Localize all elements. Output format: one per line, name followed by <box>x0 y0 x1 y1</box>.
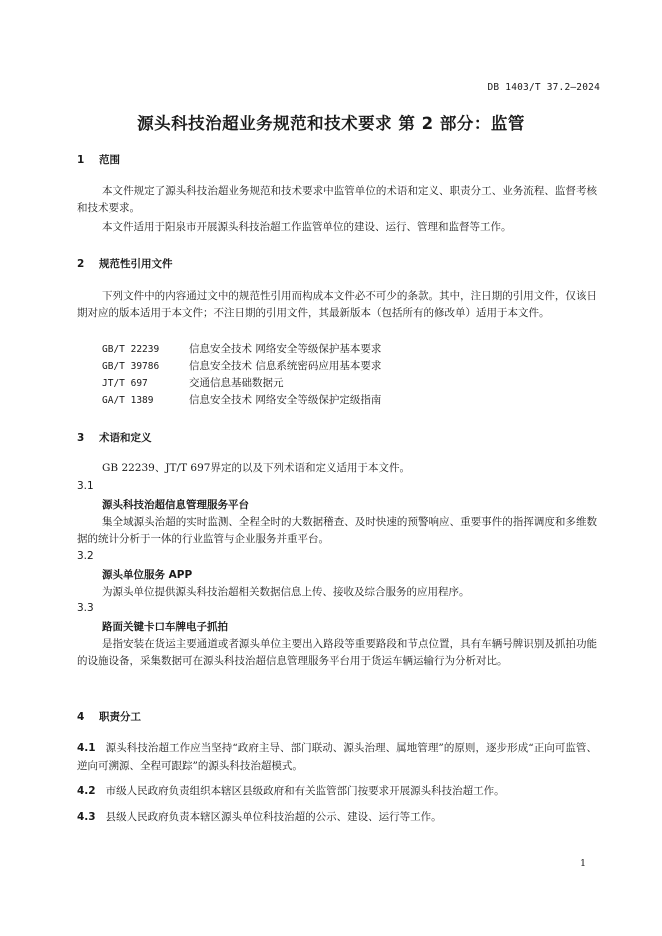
term-name: 路面关键卡口车牌电子抓拍 <box>102 621 228 633</box>
term-number: 3.2 <box>77 550 94 562</box>
section-number: 4 <box>77 711 85 723</box>
section-2-intro: 下列文件中的内容通过文中的规范性引用而构成本文件必不可少的条款。其中，注日期的引用文件，仅该日期对应的版本适用于本文件；不注日期的引用文件，其最新版本（包括所有的修改单）适用于本文件。 <box>77 290 597 319</box>
reference-code: GB/T 39786 <box>102 361 160 372</box>
term-number: 3.1 <box>77 480 94 492</box>
reference-code: GA/T 1389 <box>102 395 154 406</box>
reference-name: 交通信息基础数据元 <box>189 377 284 389</box>
term-definition: 是指安装在货运主要通道或者源头单位主要出入路段等重要路段和节点位置，具有车辆号牌识别及抓拍功能的设施设备，采集数据可在源头科技治超信息管理服务平台用于货运车辆运输行为分析对比。 <box>77 638 597 667</box>
clause-number: 4.2 <box>77 785 96 797</box>
section-1-paragraph-2: 本文件适用于阳泉市开展源头科技治超工作监管单位的建设、运行、管理和监督等工作。 <box>102 221 512 233</box>
page-number: 1 <box>579 858 586 869</box>
term-name: 源头科技治超信息管理服务平台 <box>102 499 249 511</box>
reference-item <box>102 375 284 390</box>
section-title: 职责分工 <box>99 711 141 723</box>
section-title: 范围 <box>99 154 120 166</box>
clause-number: 4.3 <box>77 811 96 823</box>
clause-text: 源头科技治超工作应当坚持“政府主导、部门联动、源头治理、属地管理”的原则，逐步形成“正向可监管、逆向可溯源、全程可跟踪”的源头科技治超模式。 <box>77 742 597 772</box>
reference-name: 信息安全技术 网络安全等级保护定级指南 <box>189 394 382 406</box>
reference-name: 信息安全技术 信息系统密码应用基本要求 <box>189 360 382 372</box>
document-number: DB 1403/T 37.2—2024 <box>487 82 600 93</box>
section-3-intro: GB 22239、JT/T 697界定的以及下列术语和定义适用于本文件。 <box>102 462 410 474</box>
section-title: 规范性引用文件 <box>99 258 173 270</box>
reference-code: JT/T 697 <box>102 378 148 389</box>
section-3-heading <box>77 430 152 445</box>
term-number: 3.3 <box>77 602 94 614</box>
section-4-heading <box>77 709 141 724</box>
reference-item <box>102 358 381 373</box>
section-1-paragraph-1: 本文件规定了源头科技治超业务规范和技术要求中监管单位的术语和定义、职责分工、业务流程、监督考核和技术要求。 <box>77 185 597 214</box>
clause-text: 市级人民政府负责组织本辖区县级政府和有关监管部门按要求开展源头科技治超工作。 <box>105 785 505 797</box>
reference-name: 信息安全技术 网络安全等级保护基本要求 <box>189 343 382 355</box>
reference-item <box>102 392 381 407</box>
term-name: 源头单位服务 APP <box>102 569 193 581</box>
clause-item <box>77 782 597 800</box>
section-title: 术语和定义 <box>99 432 152 444</box>
clause-text: 县级人民政府负责本辖区源头单位科技治超的公示、建设、运行等工作。 <box>105 811 442 823</box>
section-number: 3 <box>77 432 85 444</box>
reference-code: GB/T 22239 <box>102 344 160 355</box>
clause-number: 4.1 <box>77 742 96 754</box>
clause-item <box>77 808 597 826</box>
section-number: 1 <box>77 154 85 166</box>
section-2-heading <box>77 256 173 271</box>
document-title: 源头科技治超业务规范和技术要求 第 2 部分：监管 <box>137 114 525 133</box>
section-1-heading <box>77 152 120 167</box>
term-definition: 集全域源头治超的实时监测、全程全时的大数据稽查、及时快速的预警响应、重要事件的指挥调度和多维数据的统计分析于一体的行业监管与企业服务并重平台。 <box>77 516 597 545</box>
section-number: 2 <box>77 258 85 270</box>
term-definition: 为源头单位提供源头科技治超相关数据信息上传、接收及综合服务的应用程序。 <box>102 586 470 598</box>
clause-item <box>77 739 597 775</box>
reference-item <box>102 341 381 356</box>
